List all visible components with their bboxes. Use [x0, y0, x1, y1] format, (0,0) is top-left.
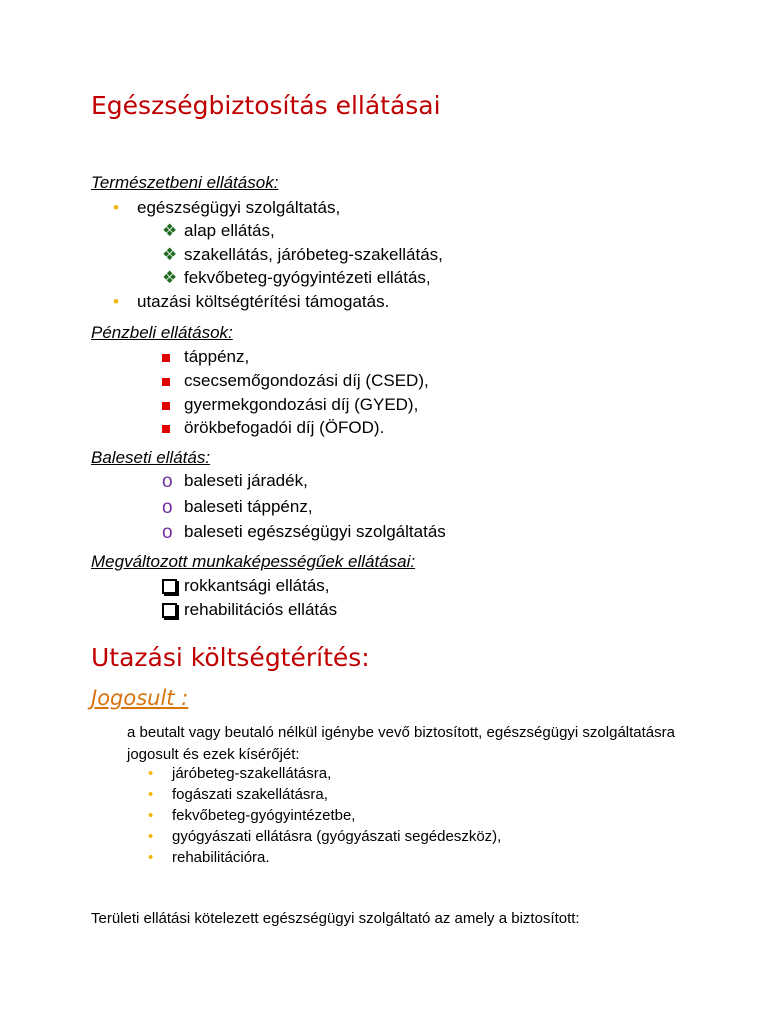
yellow-dot-bullet-icon: •: [148, 786, 154, 803]
list-item: [148, 765, 332, 782]
list-item: [162, 347, 250, 367]
green-diamond-bullet-icon: ❖: [162, 268, 178, 287]
list-item: [162, 497, 313, 519]
list-item-label: rehabilitációs ellátás: [184, 600, 338, 619]
list-item-label: járóbeteg-szakellátásra,: [172, 765, 332, 782]
list-item-label: fekvőbeteg-gyógyintézeti ellátás,: [184, 268, 431, 287]
yellow-dot-bullet-icon: •: [113, 198, 119, 217]
list-item-label: gyógyászati ellátásra (gyógyászati segédeszköz),: [172, 828, 502, 845]
list-item-label: fekvőbeteg-gyógyintézetbe,: [172, 807, 356, 824]
section-heading-termeszetbeni: Természetbeni ellátások:: [91, 173, 279, 192]
list-item-label: baleseti táppénz,: [184, 497, 313, 516]
purple-circle-bullet-icon: o: [162, 471, 173, 492]
section-title-utazasi: Utazási költségtérítés:: [91, 643, 370, 672]
yellow-dot-bullet-icon: •: [148, 828, 154, 845]
list-item: [148, 828, 502, 845]
subheading-jogosult: Jogosult :: [91, 686, 189, 710]
green-diamond-bullet-icon: ❖: [162, 221, 178, 240]
red-square-bullet-icon: [162, 402, 170, 410]
footer-line: Területi ellátási kötelezett egészségügyi szolgáltató az amely a biztosított:: [91, 910, 580, 927]
list-item-label: alap ellátás,: [184, 221, 275, 240]
purple-circle-bullet-icon: o: [162, 497, 173, 518]
list-item-label: rokkantsági ellátás,: [184, 576, 330, 595]
yellow-dot-bullet-icon: •: [148, 765, 154, 782]
list-item: [162, 268, 431, 288]
list-item-label: táppénz,: [184, 347, 250, 366]
list-item-label: baleseti járadék,: [184, 471, 308, 490]
section-heading-baleseti: Baleseti ellátás:: [91, 448, 211, 467]
checkbox-bullet-icon: [162, 603, 177, 618]
list-item-label: rehabilitációra.: [172, 849, 270, 866]
green-diamond-bullet-icon: ❖: [162, 245, 178, 264]
yellow-dot-bullet-icon: •: [148, 849, 154, 866]
red-square-bullet-icon: [162, 354, 170, 362]
purple-circle-bullet-icon: o: [162, 522, 173, 543]
list-item: [162, 418, 385, 438]
list-item: [162, 371, 429, 391]
list-item-label: fogászati szakellátásra,: [172, 786, 328, 803]
list-item: [162, 221, 275, 241]
list-item-label: örökbefogadói díj (ÖFOD).: [184, 418, 385, 437]
list-item-label: gyermekgondozási díj (GYED),: [184, 395, 419, 414]
list-item: [162, 576, 330, 599]
list-item: [113, 292, 390, 312]
list-item-label: csecsemőgondozási díj (CSED),: [184, 371, 429, 390]
list-item: [162, 522, 446, 544]
list-item: [162, 471, 308, 493]
checkbox-bullet-icon: [162, 579, 177, 594]
list-item-label: szakellátás, járóbeteg-szakellátás,: [184, 245, 443, 264]
section-heading-penzbeli: Pénzbeli ellátások:: [91, 323, 233, 342]
list-item: [162, 245, 443, 265]
paragraph: a beutalt vagy beutaló nélkül igénybe vevő biztosított, egészségügyi szolgáltatásra jogosult és ezek kísérőjét:: [127, 724, 675, 763]
list-item: [113, 198, 341, 218]
list-item: [162, 395, 419, 415]
list-item-label: baleseti egészségügyi szolgáltatás: [184, 522, 446, 541]
list-item-label: egészségügyi szolgáltatás,: [137, 198, 341, 217]
list-item: [148, 849, 270, 866]
page-title: Egészségbiztosítás ellátásai: [91, 91, 441, 120]
section-heading-megvaltozott: Megváltozott munkaképességűek ellátásai:: [91, 552, 416, 571]
yellow-dot-bullet-icon: •: [148, 807, 154, 824]
red-square-bullet-icon: [162, 425, 170, 433]
list-item: [148, 807, 356, 824]
red-square-bullet-icon: [162, 378, 170, 386]
list-item: [148, 786, 328, 803]
yellow-dot-bullet-icon: •: [113, 292, 119, 311]
list-item: [162, 600, 338, 623]
list-item-label: utazási költségtérítési támogatás.: [137, 292, 390, 311]
